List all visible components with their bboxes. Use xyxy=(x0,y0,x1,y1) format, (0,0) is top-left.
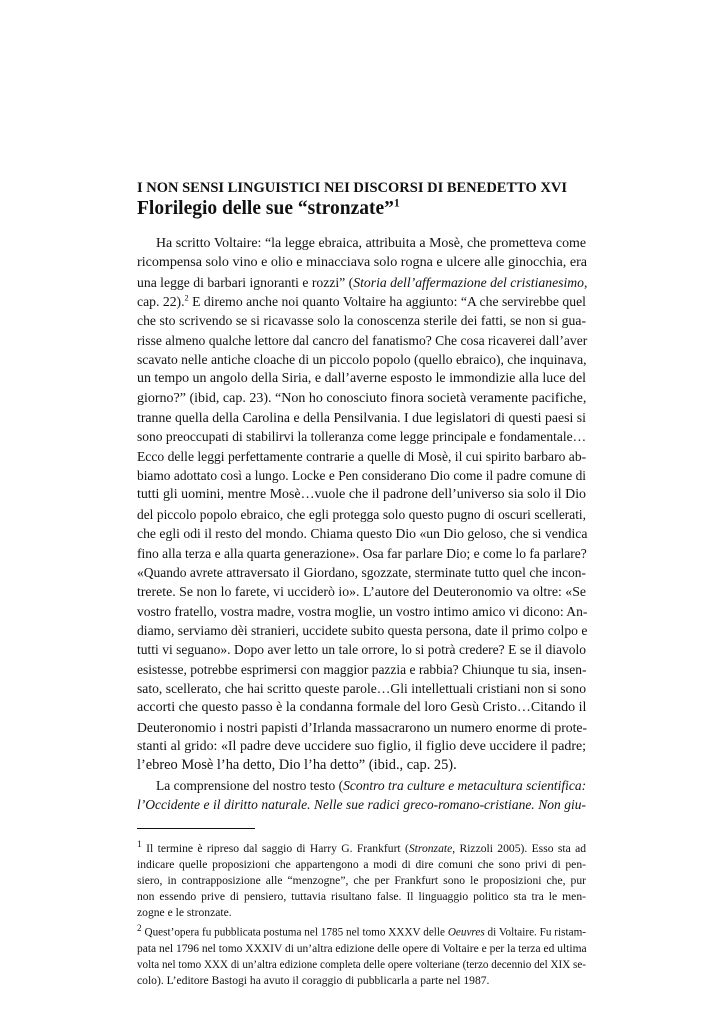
title-text: Florilegio delle sue “stronzate” xyxy=(137,198,394,219)
body-line: ricompensa solo vino e olio e minacciava solo rogna e ulcere alle ginocchia, era xyxy=(137,254,588,271)
text-run: , xyxy=(584,274,588,290)
footnote-line: pata nel 1796 nel tomo XXXIV di un’altra edizione delle opere di Voltaire e per la terza ed ultima xyxy=(137,942,587,955)
footnote-2 xyxy=(137,921,586,941)
body-line xyxy=(137,795,586,814)
body-line: risse almeno qualche lettore dal cancro del fanatismo? Che cosa ricaverei dall’aver xyxy=(137,332,588,348)
footnote-line: non essendo prive di pensiero, tuttavia risultano false. Il linguaggio politico sta tra le men- xyxy=(137,890,586,904)
footnote-separator xyxy=(137,828,255,829)
text-run: cap. 22). xyxy=(137,294,185,310)
footnote-line: volta nel tomo XXX di un’altra edizione completa delle opere volteriane (terzo decennio del XIX se- xyxy=(137,958,586,971)
footnote-line: siero, in contrapposizione alle “menzogne”, che per Frankfurt sono le proposizioni che, pur xyxy=(137,874,586,888)
article-kicker: I NON SENSI LINGUISTICI NEI DISCORSI DI BENEDETTO XVI xyxy=(137,180,568,196)
body-line xyxy=(137,776,586,795)
text-run: Quest’opera fu pubblicata postuma nel 1785 nel tomo XXXV delle xyxy=(141,926,448,939)
body-line: tutti gli uomini, mentre Mosè…vuole che il padrone dell’universo sia solo il Dio xyxy=(137,487,586,503)
text-run: di Voltaire. Fu ristam- xyxy=(484,926,586,939)
body-line: giorno?” (ibid, cap. 23). “Non ho conosciuto finora società veramente pacifiche, xyxy=(137,390,587,406)
footnote-line: colo). L’editore Bastogi ha avuto il coraggio di pubblicarla a parte nel 1987. xyxy=(137,973,490,987)
body-line: che sto scrivendo se si ricavasse solo la conoscenza sterile dei fatti, se non si gua- xyxy=(137,313,586,329)
body-line: trerete. Se non lo farete, vi ucciderò io». L’autore del Deuteronomio va oltre: «Se xyxy=(137,584,586,600)
italic-title-run: Oeuvres xyxy=(447,926,485,939)
body-line: stanti al grido: «Il padre deve uccidere suo figlio, il figlio deve uccidere il padre; xyxy=(137,738,586,754)
italic-title-run: Scontro tra culture e metacultura scientifica: xyxy=(343,777,587,793)
text-run: La comprensione del nostro testo ( xyxy=(156,777,344,793)
text-run: E diremo anche noi quanto Voltaire ha aggiunto: “A che servirebbe quel xyxy=(188,294,586,310)
text-run: una legge di barbari ignoranti e rozzi” ( xyxy=(137,274,354,290)
body-line: tutti vi seguano». Dopo aver letto un tale orrore, lo si potrà credere? E se il diavolo xyxy=(137,642,586,658)
body-line: Deuteronomio i nostri papisti d’Irlanda massacrarono un numero enorme di prote- xyxy=(137,719,588,735)
body-line: che egli odi il resto del mondo. Chiama questo Dio «un Dio geloso, che si vendica xyxy=(137,526,588,542)
title-footnote-ref: 1 xyxy=(393,196,400,210)
body-line: vostro fratello, vostra madre, vostra moglie, un vostro intimo amico vi dicono: An- xyxy=(137,603,588,619)
body-line: tranne quella della Carolina e della Pensilvania. I due legislatori di questi paesi si xyxy=(137,410,586,426)
footnote-line: zogne e le stronzate. xyxy=(137,906,232,920)
body-line: «Quando avrete attraversato il Giordano, sgozzate, sterminate tutto quel che incon- xyxy=(137,564,586,580)
footnote-mark: 2 xyxy=(137,924,142,935)
body-line: fino alla terza e alla quarta generazione». Osa far parlare Dio; e come lo fa parlare? xyxy=(137,545,587,561)
footnote-ref: 2 xyxy=(184,293,189,303)
article-title xyxy=(137,197,586,220)
footnote-mark: 1 xyxy=(137,839,142,851)
italic-title-run: Storia dell’affermazione del cristianesimo xyxy=(353,274,585,290)
body-line: sato, scellerato, che hai scritto queste parole…Gli intellettuali cristiani non si sono xyxy=(137,680,586,696)
footnote-1 xyxy=(137,837,586,857)
body-line: l’ebreo Mosè l’ha detto, Dio l’ha detto” (ibid., cap. 25). xyxy=(137,757,457,774)
body-line: scavato nelle antiche cloache di un piccolo popolo (quello ebraico), che inquinava, xyxy=(137,352,587,368)
italic-title-run: l’Occidente e il diritto naturale. Nelle sue radici greco-romano-cristiane. Non giu- xyxy=(137,796,586,812)
italic-title-run: Stronzate xyxy=(408,842,453,856)
body-line: accorti che questo passo è la condanna formale del loro Gesù Cristo…Citando il xyxy=(137,700,587,716)
footnote-line: indicare quelle proposizioni che appartengono a modi di dire comuni che sono privi di pen- xyxy=(137,858,586,872)
body-line xyxy=(137,273,586,292)
body-line: del piccolo popolo ebraico, che egli protegga solo questo pugno di oscuri scellerati, xyxy=(137,506,586,522)
body-text xyxy=(137,234,586,814)
text-run: , Rizzoli 2005). Esso sta ad xyxy=(452,842,587,856)
page-content xyxy=(137,180,586,989)
body-line: Ha scritto Voltaire: “la legge ebraica, attribuita a Mosè, che prometteva come xyxy=(156,236,586,251)
body-line: esistesse, potrebbe esprimersi con maggior pazzia e rabbia? Chiunque tu sia, insen- xyxy=(137,661,587,677)
body-line: biamo adottato così a lungo. Locke e Pen considerano Dio come il padre comune di xyxy=(137,468,586,484)
body-line: un tempo un angolo della Siria, e dall’averne esposto le immondizie alla luce del xyxy=(137,371,586,387)
body-line xyxy=(137,292,586,311)
footnotes xyxy=(137,837,586,989)
body-line: Ecco delle leggi perfettamente contrarie a quelle di Mosè, il cui spirito barbaro ab- xyxy=(137,448,587,464)
body-line: sono preoccupati di stabilirvi la tolleranza come legge principale e fondamentale… xyxy=(137,429,587,445)
body-line: diamo, serviamo dèi stranieri, uccidete subito questa persona, date il primo colpo e xyxy=(137,622,588,638)
text-run: Il termine è ripreso dal saggio di Harry G. Frankfurt ( xyxy=(141,842,409,856)
